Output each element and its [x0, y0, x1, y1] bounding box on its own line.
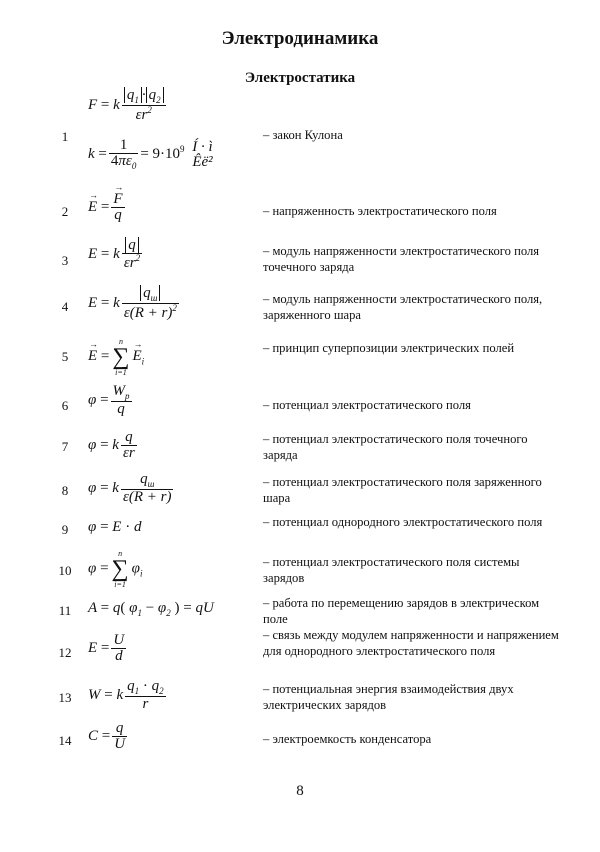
row-number: 11 — [58, 603, 72, 618]
row-number: 3 — [61, 253, 69, 268]
row-number: 8 — [61, 483, 69, 498]
row-description: – потенциал электростатического поля системы зарядов — [263, 555, 520, 585]
row-number: 7 — [61, 439, 69, 454]
row-description: – потенциал однородного электростатического поля — [263, 515, 543, 529]
formula-potential-energy: W = k $\frac{q_1 \cdot q_2}{r}$ — [88, 678, 164, 712]
formula-coulomb-constant: k = $\frac{1}{4\pi\varepsilon_0}$ = $9\cdot 10^9$ Í · ì Êë² — [88, 137, 213, 171]
formula-sphere-field: E = k $\frac{q_ш}{\varepsilon(R + r)^2}$ — [88, 285, 177, 321]
units-numerator: Í · ì — [192, 138, 213, 155]
formula-capacitance: C = $\frac{q}{U}$ — [88, 720, 126, 752]
row-description: – работа по перемещению зарядов в электрическом поле — [263, 596, 540, 626]
row-description: – потенциальная энергия взаимодействия двух электрических зарядов — [263, 682, 514, 712]
units-denominator: Êë² — [192, 153, 213, 170]
row-description: – модуль напряженности электростатического поля, заряженного шара — [263, 292, 543, 322]
row-number: 9 — [61, 522, 69, 537]
row-description: – потенциал электростатического поля точечного заряда — [263, 432, 528, 462]
formula-coulomb-law: F = k $\frac{q_1 \cdot q_2}{\varepsilon r^2}$ — [88, 88, 168, 123]
formula-field-strength: → E = → $\frac{F}{q}$ — [88, 192, 127, 223]
row-number: 12 — [58, 645, 72, 660]
section-title: Электростатика — [244, 70, 356, 86]
page-title: Электродинамика — [221, 28, 379, 49]
formula-work: A = q( $\varphi_1 - \varphi_2$ ) = qU — [88, 600, 214, 618]
row-description: – связь между модулем напряженности и напряжением для однородного электростатического поля — [263, 628, 559, 658]
page-number: 8 — [296, 783, 304, 799]
formula-superposition: → E = n ∑ i=1 → $E_i$ — [88, 337, 144, 377]
row-number: 13 — [58, 690, 72, 705]
formula-potential: φ = $\frac{W_p}{q}$ — [88, 383, 130, 417]
row-description: – электроемкость конденсатора — [263, 732, 432, 746]
formula-sphere-potential: φ = k $\frac{q_ш}{\varepsilon(R + r)}$ — [88, 471, 172, 505]
row-number: 6 — [61, 398, 69, 413]
formula-point-charge-potential: φ = k $\frac{q}{\varepsilon r}$ — [88, 429, 135, 461]
formula-point-charge-field: E = k $\frac{q}{\varepsilon r^2}$ — [88, 237, 141, 271]
row-description: – модуль напряженности электростатического поля точечного заряда — [263, 244, 540, 274]
row-description: – потенциал электростатического поля — [263, 398, 471, 412]
formula-system-potential: φ = n ∑ i=1 $\varphi_i$ — [88, 549, 143, 589]
row-number: 5 — [61, 349, 69, 364]
row-number: 10 — [58, 563, 72, 578]
row-description: – принцип суперпозиции электрических полей — [263, 341, 515, 355]
row-description: – потенциал электростатического поля заряженного шара — [263, 475, 542, 505]
row-number: 14 — [58, 733, 72, 748]
row-description: – закон Кулона — [263, 128, 343, 142]
formula-uniform-potential: φ = E · d — [88, 519, 142, 535]
row-number: 4 — [61, 299, 69, 314]
row-description: – напряженность электростатического поля — [263, 204, 497, 218]
row-number: 1 — [61, 129, 69, 144]
row-number: 2 — [61, 204, 69, 219]
formula-field-voltage: E = $\frac{U}{d}$ — [88, 632, 125, 664]
